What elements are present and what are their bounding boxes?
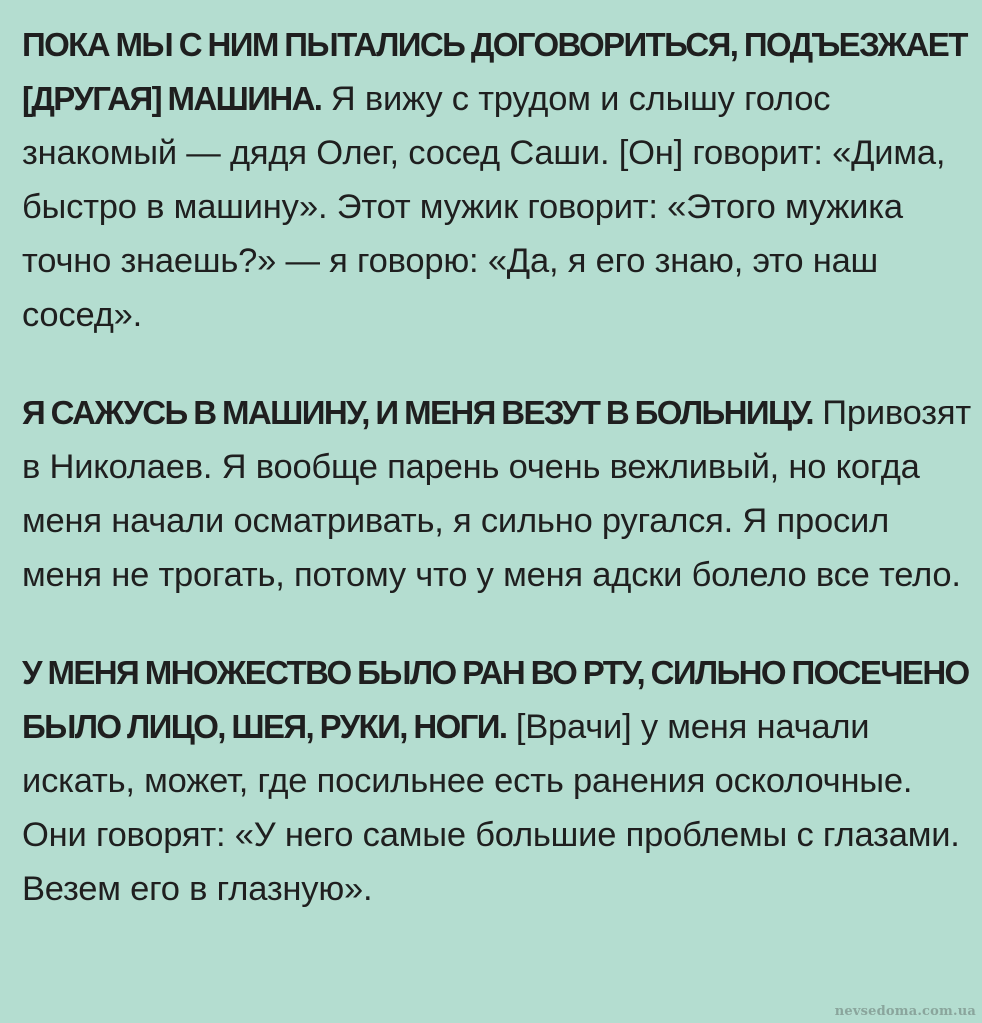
paragraph-2-body: Привозят в Николаев. Я вообще парень очень вежливый, но когда меня начали осматривать, я сильно ругался. Я просил меня не трогать, потому что у меня адски болело все тело. <box>22 394 971 594</box>
paragraph-1-lead: ПОКА МЫ С НИМ ПЫТАЛИСЬ ДОГОВОРИТЬСЯ, ПОДЪЕЗЖАЕТ [ДРУГАЯ] МАШИНА. <box>22 26 967 117</box>
paragraph-1-body: Я вижу с трудом и слышу голос знакомый — дядя Олег, сосед Саши. [Он] говорит: «Дима, быстро в машину». Этот мужик говорит: «Этого мужика точно знаешь?» — я говорю: «Да, я его знаю, это наш сосед». <box>22 80 946 334</box>
paragraph-3-body: [Врачи] у меня начали искать, может, где посильнее есть ранения осколочные. Они говорят: «У него самые большие проблемы с глазами. Везем его в глазную». <box>22 708 960 908</box>
paragraph-2 <box>22 386 972 602</box>
paragraph-2-lead: Я САЖУСЬ В МАШИНУ, И МЕНЯ ВЕЗУТ В БОЛЬНИЦУ. <box>22 394 813 431</box>
source-watermark: nevsedoma.com.ua <box>834 1004 976 1019</box>
article-text <box>22 18 972 960</box>
paragraph-3-lead: У МЕНЯ МНОЖЕСТВО БЫЛО РАН ВО РТУ, СИЛЬНО ПОСЕЧЕНО БЫЛО ЛИЦО, ШЕЯ, РУКИ, НОГИ. <box>22 654 969 745</box>
paragraph-1 <box>22 18 972 342</box>
paragraph-3 <box>22 646 972 916</box>
